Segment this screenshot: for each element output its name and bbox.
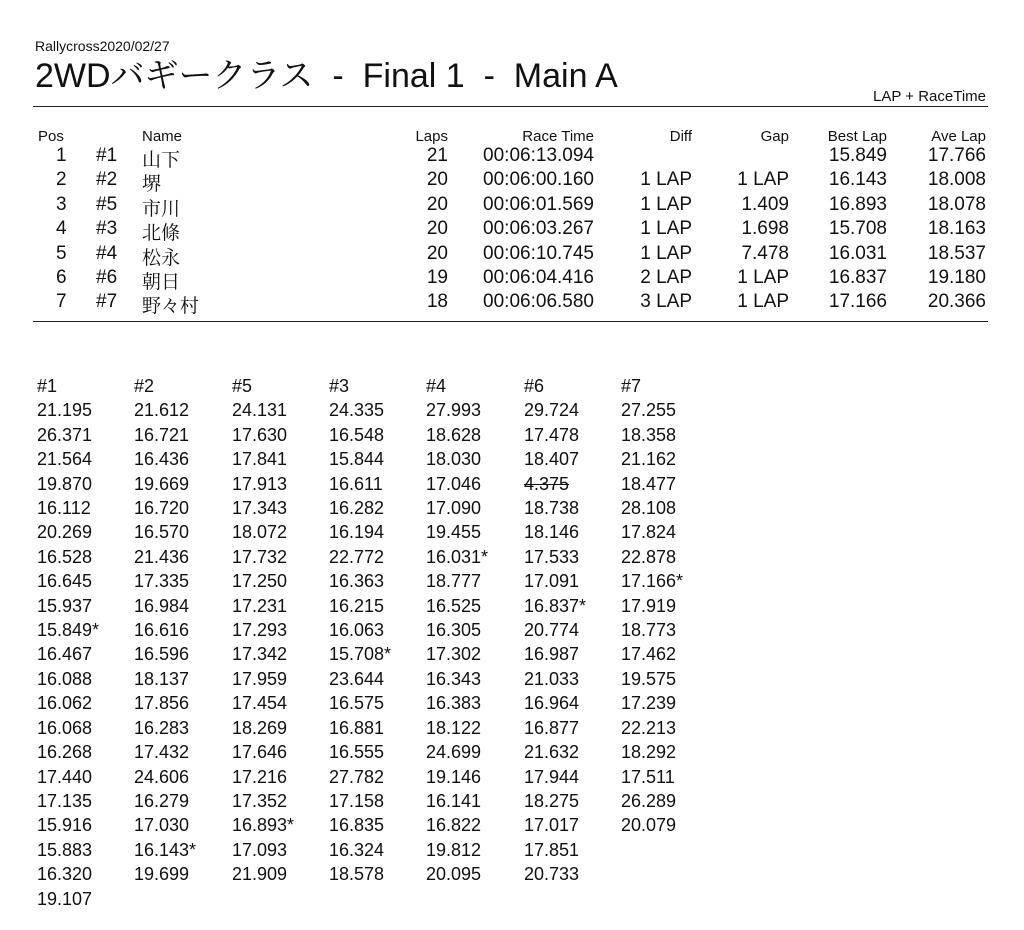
result-gap: 1.409	[741, 193, 789, 215]
lap-time: 17.091	[524, 571, 580, 592]
lap-time: 17.454	[232, 693, 288, 714]
lap-time: 16.324	[329, 839, 385, 860]
result-num: #3	[96, 218, 118, 240]
lap-time: 16.596	[134, 644, 190, 665]
lap-time: 18.777	[426, 571, 482, 592]
lap-time: 17.302	[426, 644, 482, 665]
result-name: 北條	[142, 223, 181, 245]
column-header-gap: Gap	[760, 128, 789, 145]
lap-time: 17.432	[134, 742, 190, 763]
result-ave-lap: 18.008	[927, 169, 986, 191]
lap-time: 16.282	[329, 498, 385, 519]
lap-time: 20.269	[37, 522, 93, 543]
lap-time: 19.575	[621, 668, 677, 689]
lap-time: 16.835	[329, 815, 385, 836]
result-gap: 1 LAP	[737, 291, 789, 313]
lap-time: 21.632	[524, 742, 580, 763]
lap-time: 24.131	[232, 400, 288, 421]
result-diff: 3 LAP	[640, 291, 692, 313]
lap-time: 17.342	[232, 644, 288, 665]
lap-time: 18.477	[621, 473, 677, 494]
result-pos: 4	[56, 218, 67, 240]
lap-column	[232, 374, 294, 887]
lap-column-car: #3	[329, 376, 350, 396]
lap-time: 15.844	[329, 449, 385, 470]
lap-column-car: #1	[37, 376, 58, 396]
lap-time: 17.158	[329, 790, 385, 811]
lap-time: 16.721	[134, 424, 190, 445]
result-gap: 1.698	[741, 218, 789, 240]
lap-time: 17.216	[232, 766, 288, 787]
lap-time: 17.841	[232, 449, 288, 470]
lap-time: 16.984	[134, 595, 190, 616]
result-race-time: 00:06:04.416	[483, 267, 594, 288]
result-num: #5	[96, 193, 118, 215]
lap-column-car: #2	[134, 376, 155, 396]
lap-time: 16.575	[329, 693, 385, 714]
lap-column-car: #6	[524, 376, 545, 396]
lap-time: 16.031*	[426, 546, 489, 567]
result-num: #1	[96, 145, 118, 166]
page-title: 2WDバギークラス - Final 1 - Main A	[35, 57, 618, 95]
lap-time: 18.072	[232, 522, 288, 543]
lap-time: 17.352	[232, 790, 288, 811]
lap-time: 17.046	[426, 473, 482, 494]
lap-time: 17.135	[37, 790, 93, 811]
lap-column	[426, 374, 488, 887]
lap-time: 16.305	[426, 620, 482, 641]
lap-time: 17.944	[524, 766, 580, 787]
result-race-time: 00:06:03.267	[483, 218, 594, 240]
column-header-laps: Laps	[415, 128, 448, 145]
result-ave-lap: 20.366	[927, 291, 986, 313]
lap-time: 18.578	[329, 864, 385, 885]
result-gap: 1 LAP	[737, 169, 789, 191]
lap-time: 24.606	[134, 766, 190, 787]
lap-time: 20.079	[621, 815, 677, 836]
lap-time: 17.030	[134, 815, 190, 836]
lap-time: 17.913	[232, 473, 288, 494]
result-best-lap: 15.708	[828, 218, 887, 240]
lap-time: 16.320	[37, 864, 93, 885]
result-num: #7	[96, 291, 118, 313]
result-gap: 1 LAP	[737, 267, 789, 288]
lap-time: 19.699	[134, 864, 190, 885]
lap-time: 27.993	[426, 400, 482, 421]
result-gap: 7.478	[741, 242, 789, 264]
result-laps: 21	[426, 145, 448, 166]
lap-time: 18.292	[621, 742, 677, 763]
lap-time: 17.090	[426, 498, 482, 519]
lap-time: 27.255	[621, 400, 677, 421]
lap-column-car: #4	[426, 376, 447, 396]
lap-column	[37, 374, 99, 911]
result-name: 朝日	[142, 272, 181, 293]
lap-column-car: #7	[621, 376, 642, 396]
lap-time: 15.883	[37, 839, 93, 860]
lap-time: 16.062	[37, 693, 93, 714]
result-name: 松永	[142, 247, 181, 269]
result-laps: 20	[426, 218, 448, 240]
lap-time: 17.646	[232, 742, 288, 763]
lap-time: 24.699	[426, 742, 482, 763]
lap-time: 16.215	[329, 595, 385, 616]
lap-time: 18.146	[524, 522, 580, 543]
lap-time: 17.293	[232, 620, 288, 641]
result-race-time: 00:06:13.094	[483, 145, 594, 166]
result-pos: 7	[56, 291, 67, 313]
lap-time: 16.063	[329, 620, 385, 641]
result-pos: 1	[56, 145, 67, 166]
result-best-lap: 16.031	[828, 242, 887, 264]
lap-time: 21.195	[37, 400, 93, 421]
lap-time: 16.555	[329, 742, 385, 763]
result-race-time: 00:06:06.580	[483, 291, 594, 313]
lap-time: 15.849*	[37, 620, 100, 641]
result-laps: 20	[426, 242, 448, 264]
result-ave-lap: 17.766	[927, 145, 986, 166]
lap-time: 19.107	[37, 888, 93, 909]
lap-time: 17.851	[524, 839, 580, 860]
lap-time: 24.335	[329, 400, 385, 421]
lap-time: 17.166*	[621, 571, 684, 592]
result-num: #4	[96, 242, 118, 264]
lap-time: 21.436	[134, 546, 190, 567]
result-num: #2	[96, 169, 118, 191]
result-ave-lap: 18.078	[927, 193, 986, 215]
lap-time: 17.630	[232, 424, 288, 445]
lap-time: 18.275	[524, 790, 580, 811]
lap-time: 20.733	[524, 864, 580, 885]
lap-time: 16.141	[426, 790, 482, 811]
top-rule	[33, 106, 988, 107]
lap-time: 16.548	[329, 424, 385, 445]
lap-time: 28.108	[621, 498, 677, 519]
result-name: 野々村	[142, 296, 200, 318]
lap-time: 18.738	[524, 498, 580, 519]
event-label: Rallycross2020/02/27	[35, 38, 170, 54]
result-best-lap: 17.166	[828, 291, 887, 313]
lap-time: 18.773	[621, 620, 677, 641]
lap-time: 17.093	[232, 839, 288, 860]
lap-time: 16.528	[37, 546, 93, 567]
lap-time: 17.231	[232, 595, 288, 616]
result-best-lap: 16.837	[828, 267, 887, 288]
lap-time: 15.708*	[329, 644, 392, 665]
result-best-lap: 16.893	[828, 193, 887, 215]
column-header-name: Name	[142, 128, 183, 145]
result-laps: 20	[426, 169, 448, 191]
lap-time: 18.628	[426, 424, 482, 445]
lap-time: 18.407	[524, 449, 580, 470]
lap-time: 21.909	[232, 864, 288, 885]
lap-time: 26.289	[621, 790, 677, 811]
lap-time: 15.916	[37, 815, 93, 836]
lap-time: 16.283	[134, 717, 190, 738]
result-pos: 3	[56, 193, 67, 215]
column-header-best-lap: Best Lap	[827, 128, 887, 145]
lap-time: 21.162	[621, 449, 677, 470]
lap-time: 22.213	[621, 717, 677, 738]
lap-time: 17.017	[524, 815, 580, 836]
lap-time: 17.335	[134, 571, 190, 592]
lap-time: 16.893*	[232, 815, 295, 836]
lap-time: 16.616	[134, 620, 190, 641]
lap-time: 21.612	[134, 400, 190, 421]
result-pos: 5	[56, 242, 67, 264]
lap-time: 16.837*	[524, 595, 587, 616]
subtitle: LAP + RaceTime	[873, 88, 986, 105]
lap-time: 16.525	[426, 595, 482, 616]
lap-time: 19.146	[426, 766, 482, 787]
lap-time: 17.856	[134, 693, 190, 714]
lap-time: 16.436	[134, 449, 190, 470]
result-diff: 1 LAP	[640, 169, 692, 191]
lap-time: 16.112	[37, 498, 91, 519]
lap-time: 16.822	[426, 815, 482, 836]
result-name: 市川	[142, 198, 181, 220]
lap-time: 20.774	[524, 620, 580, 641]
lap-time: 15.937	[37, 595, 93, 616]
lap-time: 16.964	[524, 693, 580, 714]
lap-time: 18.358	[621, 424, 677, 445]
lap-time: 17.511	[621, 766, 675, 787]
lap-column	[621, 374, 683, 838]
lap-time: 26.371	[37, 424, 93, 445]
result-laps: 20	[426, 193, 448, 215]
lap-time: 18.269	[232, 717, 288, 738]
result-diff: 1 LAP	[640, 218, 692, 240]
lap-time: 19.812	[426, 839, 482, 860]
lap-time: 22.772	[329, 546, 385, 567]
lap-time: 16.363	[329, 571, 385, 592]
lap-time: 17.533	[524, 546, 580, 567]
lap-time: 27.782	[329, 766, 385, 787]
lap-time: 17.440	[37, 766, 93, 787]
lap-time: 23.644	[329, 668, 385, 689]
lap-time: 18.122	[426, 717, 482, 738]
lap-time: 16.467	[37, 644, 93, 665]
lap-column-car: #5	[232, 376, 253, 396]
result-ave-lap: 18.537	[927, 242, 986, 264]
result-best-lap: 15.849	[828, 145, 887, 166]
lap-time: 19.669	[134, 473, 190, 494]
lap-time: 16.279	[134, 790, 190, 811]
lap-time: 20.095	[426, 864, 482, 885]
lap-time: 16.343	[426, 668, 482, 689]
lap-time: 17.239	[621, 693, 677, 714]
lap-time: 4.375	[524, 473, 570, 494]
result-race-time: 00:06:00.160	[483, 169, 594, 191]
result-name: 山下	[142, 150, 181, 171]
lap-time: 17.824	[621, 522, 677, 543]
result-diff: 2 LAP	[640, 267, 692, 288]
result-laps: 18	[426, 291, 448, 313]
lap-time: 17.250	[232, 571, 288, 592]
lap-time: 16.194	[329, 522, 385, 543]
column-header-race-time: Race Time	[522, 128, 594, 145]
lap-time: 17.959	[232, 668, 288, 689]
lap-time: 19.870	[37, 473, 93, 494]
lap-time: 29.724	[524, 400, 580, 421]
result-name: 堺	[142, 174, 162, 196]
result-laps: 19	[426, 267, 448, 288]
lap-time: 16.383	[426, 693, 482, 714]
lap-time: 22.878	[621, 546, 677, 567]
lap-time: 19.455	[426, 522, 482, 543]
lap-time: 16.611	[329, 473, 383, 494]
lap-time: 17.478	[524, 424, 580, 445]
bottom-rule	[33, 321, 988, 322]
column-header-pos: Pos	[38, 128, 64, 145]
lap-column	[524, 374, 586, 887]
lap-time: 17.343	[232, 498, 288, 519]
result-diff: 1 LAP	[640, 193, 692, 215]
lap-time: 16.720	[134, 498, 190, 519]
lap-column	[134, 374, 196, 887]
lap-time: 17.732	[232, 546, 288, 567]
result-race-time: 00:06:10.745	[483, 242, 594, 264]
lap-time: 16.143*	[134, 839, 197, 860]
lap-time: 16.570	[134, 522, 190, 543]
column-header-diff: Diff	[669, 128, 692, 145]
result-best-lap: 16.143	[828, 169, 887, 191]
lap-time: 16.268	[37, 742, 93, 763]
lap-time: 18.137	[134, 668, 190, 689]
result-ave-lap: 19.180	[927, 267, 986, 288]
lap-time: 21.033	[524, 668, 580, 689]
result-ave-lap: 18.163	[927, 218, 986, 240]
result-diff: 1 LAP	[640, 242, 692, 264]
result-pos: 2	[56, 169, 67, 191]
lap-time: 16.088	[37, 668, 93, 689]
lap-time: 16.987	[524, 644, 580, 665]
result-pos: 6	[56, 267, 67, 288]
lap-time: 16.645	[37, 571, 93, 592]
column-header-ave-lap: Ave Lap	[931, 128, 986, 145]
lap-time: 16.881	[329, 717, 385, 738]
lap-time: 16.068	[37, 717, 93, 738]
result-race-time: 00:06:01.569	[483, 193, 594, 215]
lap-time: 17.919	[621, 595, 677, 616]
lap-column	[329, 374, 391, 887]
lap-time: 18.030	[426, 449, 482, 470]
lap-time: 16.877	[524, 717, 580, 738]
result-num: #6	[96, 267, 118, 288]
lap-time: 17.462	[621, 644, 677, 665]
lap-time: 21.564	[37, 449, 93, 470]
